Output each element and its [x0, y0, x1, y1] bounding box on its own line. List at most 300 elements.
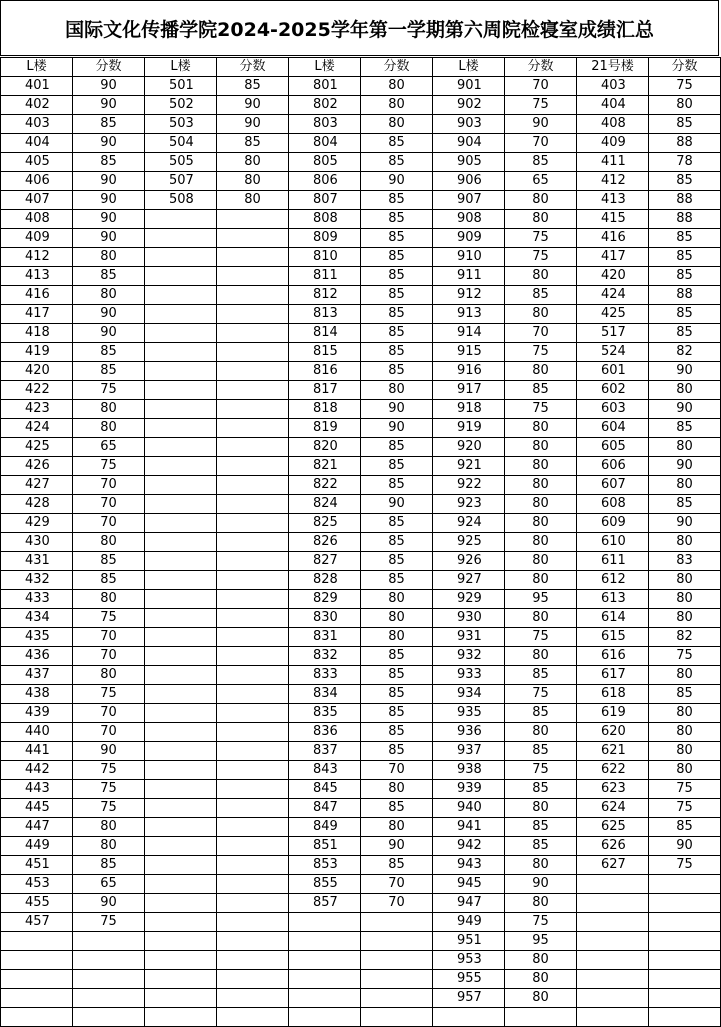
- header-row: [1, 58, 721, 77]
- room-number-cell: [145, 989, 217, 1008]
- column-header-score: 分数: [505, 58, 577, 77]
- score-cell: 85: [361, 210, 433, 229]
- score-cell: 75: [73, 685, 145, 704]
- room-number-cell: 437: [1, 666, 73, 685]
- score-cell: 85: [361, 248, 433, 267]
- room-number-cell: 412: [1, 248, 73, 267]
- room-number-cell: 806: [289, 172, 361, 191]
- score-cell: 80: [505, 533, 577, 552]
- score-cell: 75: [505, 628, 577, 647]
- room-number-cell: 804: [289, 134, 361, 153]
- score-cell: [217, 495, 289, 514]
- score-cell: 90: [73, 324, 145, 343]
- column-header-building: L楼: [289, 58, 361, 77]
- room-number-cell: [145, 229, 217, 248]
- score-cell: 80: [649, 571, 721, 590]
- score-cell: 80: [649, 742, 721, 761]
- score-cell: [217, 533, 289, 552]
- room-number-cell: [145, 913, 217, 932]
- room-number-cell: 937: [433, 742, 505, 761]
- room-number-cell: 451: [1, 856, 73, 875]
- room-number-cell: 910: [433, 248, 505, 267]
- score-cell: 90: [361, 172, 433, 191]
- score-cell: 85: [361, 704, 433, 723]
- score-cell: 85: [649, 229, 721, 248]
- score-cell: 80: [649, 476, 721, 495]
- score-cell: [217, 989, 289, 1008]
- score-cell: [361, 951, 433, 970]
- score-cell: 80: [361, 628, 433, 647]
- room-number-cell: [145, 609, 217, 628]
- room-number-cell: 401: [1, 77, 73, 96]
- score-cell: 75: [505, 761, 577, 780]
- score-cell: 75: [649, 647, 721, 666]
- room-number-cell: 621: [577, 742, 649, 761]
- room-number-cell: 430: [1, 533, 73, 552]
- score-cell: [217, 438, 289, 457]
- score-cell: 80: [505, 894, 577, 913]
- room-number-cell: 923: [433, 495, 505, 514]
- table-row: [1, 609, 721, 628]
- room-number-cell: 619: [577, 704, 649, 723]
- score-cell: 90: [73, 210, 145, 229]
- score-cell: 80: [361, 381, 433, 400]
- table-row: [1, 324, 721, 343]
- score-cell: 75: [505, 343, 577, 362]
- score-cell: 70: [505, 77, 577, 96]
- score-cell: [217, 685, 289, 704]
- room-number-cell: 949: [433, 913, 505, 932]
- room-number-cell: 611: [577, 552, 649, 571]
- room-number-cell: 404: [577, 96, 649, 115]
- score-cell: 85: [505, 381, 577, 400]
- score-cell: 85: [361, 134, 433, 153]
- score-cell: 95: [505, 590, 577, 609]
- room-number-cell: 627: [577, 856, 649, 875]
- score-cell: [217, 362, 289, 381]
- score-cell: [649, 1008, 721, 1027]
- room-number-cell: 622: [577, 761, 649, 780]
- score-cell: 80: [649, 96, 721, 115]
- score-cell: 80: [505, 609, 577, 628]
- room-number-cell: [577, 894, 649, 913]
- room-number-cell: [145, 666, 217, 685]
- score-cell: [649, 989, 721, 1008]
- room-number-cell: [145, 324, 217, 343]
- room-number-cell: 818: [289, 400, 361, 419]
- score-cell: 85: [73, 856, 145, 875]
- room-number-cell: 930: [433, 609, 505, 628]
- room-number-cell: 814: [289, 324, 361, 343]
- room-number-cell: 440: [1, 723, 73, 742]
- table-row: [1, 153, 721, 172]
- score-cell: [217, 571, 289, 590]
- room-number-cell: 447: [1, 818, 73, 837]
- score-cell: 80: [73, 286, 145, 305]
- room-number-cell: [433, 1008, 505, 1027]
- score-cell: 90: [361, 419, 433, 438]
- room-number-cell: 620: [577, 723, 649, 742]
- score-cell: 75: [505, 913, 577, 932]
- table-row: [1, 894, 721, 913]
- score-cell: 85: [361, 552, 433, 571]
- score-cell: 80: [73, 818, 145, 837]
- room-number-cell: [145, 932, 217, 951]
- score-cell: 80: [505, 799, 577, 818]
- score-cell: 80: [73, 248, 145, 267]
- score-cell: 75: [73, 381, 145, 400]
- table-row: [1, 134, 721, 153]
- room-number-cell: 951: [433, 932, 505, 951]
- score-cell: 80: [361, 609, 433, 628]
- column-header-score: 分数: [361, 58, 433, 77]
- room-number-cell: 824: [289, 495, 361, 514]
- table-row: [1, 571, 721, 590]
- room-number-cell: 427: [1, 476, 73, 495]
- score-cell: [73, 1008, 145, 1027]
- score-cell: 85: [73, 153, 145, 172]
- room-number-cell: 940: [433, 799, 505, 818]
- table-row: [1, 666, 721, 685]
- score-cell: 88: [649, 191, 721, 210]
- room-number-cell: 825: [289, 514, 361, 533]
- room-number-cell: 412: [577, 172, 649, 191]
- room-number-cell: 607: [577, 476, 649, 495]
- room-number-cell: 903: [433, 115, 505, 134]
- score-cell: 75: [505, 229, 577, 248]
- room-number-cell: 815: [289, 343, 361, 362]
- table-row: [1, 780, 721, 799]
- room-number-cell: 802: [289, 96, 361, 115]
- room-number-cell: 807: [289, 191, 361, 210]
- room-number-cell: 445: [1, 799, 73, 818]
- table-row: [1, 343, 721, 362]
- score-cell: 80: [649, 761, 721, 780]
- score-cell: 85: [361, 723, 433, 742]
- room-number-cell: 941: [433, 818, 505, 837]
- room-number-cell: 836: [289, 723, 361, 742]
- room-number-cell: [145, 400, 217, 419]
- room-number-cell: [577, 951, 649, 970]
- room-number-cell: 402: [1, 96, 73, 115]
- room-number-cell: 936: [433, 723, 505, 742]
- room-number-cell: 849: [289, 818, 361, 837]
- score-cell: 80: [505, 514, 577, 533]
- room-number-cell: [289, 951, 361, 970]
- room-number-cell: 822: [289, 476, 361, 495]
- score-cell: 90: [217, 96, 289, 115]
- score-cell: [217, 609, 289, 628]
- score-cell: 88: [649, 134, 721, 153]
- room-number-cell: 407: [1, 191, 73, 210]
- table-row: [1, 913, 721, 932]
- table-row: [1, 951, 721, 970]
- room-number-cell: 934: [433, 685, 505, 704]
- room-number-cell: 834: [289, 685, 361, 704]
- score-cell: [73, 970, 145, 989]
- score-cell: [217, 381, 289, 400]
- score-cell: 88: [649, 210, 721, 229]
- table-row: [1, 457, 721, 476]
- room-number-cell: 926: [433, 552, 505, 571]
- score-cell: 80: [361, 115, 433, 134]
- room-number-cell: 609: [577, 514, 649, 533]
- room-number-cell: 624: [577, 799, 649, 818]
- score-cell: 85: [649, 818, 721, 837]
- table-row: [1, 989, 721, 1008]
- score-cell: 90: [361, 495, 433, 514]
- score-cell: [73, 951, 145, 970]
- room-number-cell: [1, 989, 73, 1008]
- room-number-cell: 828: [289, 571, 361, 590]
- score-cell: 80: [361, 780, 433, 799]
- score-cell: [217, 210, 289, 229]
- score-cell: 70: [73, 647, 145, 666]
- room-number-cell: [145, 343, 217, 362]
- score-cell: 85: [649, 115, 721, 134]
- room-number-cell: 517: [577, 324, 649, 343]
- room-number-cell: 927: [433, 571, 505, 590]
- score-cell: [73, 989, 145, 1008]
- room-number-cell: 417: [1, 305, 73, 324]
- score-cell: 70: [73, 476, 145, 495]
- room-number-cell: 439: [1, 704, 73, 723]
- room-number-cell: 955: [433, 970, 505, 989]
- score-cell: 80: [217, 153, 289, 172]
- table-row: [1, 400, 721, 419]
- room-number-cell: 455: [1, 894, 73, 913]
- room-number-cell: 613: [577, 590, 649, 609]
- score-cell: 78: [649, 153, 721, 172]
- table-row: [1, 438, 721, 457]
- score-cell: 80: [505, 362, 577, 381]
- score-cell: 85: [361, 229, 433, 248]
- score-cell: 90: [649, 362, 721, 381]
- score-cell: 80: [505, 552, 577, 571]
- score-cell: 85: [73, 552, 145, 571]
- score-cell: 70: [361, 761, 433, 780]
- score-cell: [649, 913, 721, 932]
- room-number-cell: 413: [1, 267, 73, 286]
- score-cell: [505, 1008, 577, 1027]
- room-number-cell: [145, 685, 217, 704]
- score-cell: 90: [73, 172, 145, 191]
- room-number-cell: [145, 818, 217, 837]
- room-number-cell: [1, 970, 73, 989]
- score-cell: 75: [505, 96, 577, 115]
- score-cell: 85: [361, 191, 433, 210]
- room-number-cell: 947: [433, 894, 505, 913]
- room-number-cell: 453: [1, 875, 73, 894]
- table-row: [1, 210, 721, 229]
- room-number-cell: [145, 799, 217, 818]
- room-number-cell: 426: [1, 457, 73, 476]
- room-number-cell: 615: [577, 628, 649, 647]
- room-number-cell: 843: [289, 761, 361, 780]
- room-number-cell: [145, 248, 217, 267]
- score-cell: 80: [505, 495, 577, 514]
- score-cell: [361, 1008, 433, 1027]
- room-number-cell: 902: [433, 96, 505, 115]
- score-cell: [217, 894, 289, 913]
- score-cell: 70: [73, 514, 145, 533]
- table-row: [1, 628, 721, 647]
- room-number-cell: 503: [145, 115, 217, 134]
- score-cell: 90: [649, 514, 721, 533]
- score-cell: [217, 229, 289, 248]
- score-cell: 80: [505, 476, 577, 495]
- room-number-cell: 921: [433, 457, 505, 476]
- score-cell: [217, 932, 289, 951]
- score-cell: [649, 932, 721, 951]
- score-cell: 80: [505, 856, 577, 875]
- room-number-cell: 449: [1, 837, 73, 856]
- room-number-cell: 435: [1, 628, 73, 647]
- score-cell: 80: [505, 305, 577, 324]
- table-row: [1, 932, 721, 951]
- score-cell: [217, 267, 289, 286]
- room-number-cell: 524: [577, 343, 649, 362]
- room-number-cell: 817: [289, 381, 361, 400]
- score-cell: 80: [217, 172, 289, 191]
- room-number-cell: [289, 989, 361, 1008]
- score-cell: [217, 419, 289, 438]
- score-cell: 80: [361, 590, 433, 609]
- room-number-cell: 812: [289, 286, 361, 305]
- room-number-cell: 901: [433, 77, 505, 96]
- table-row: [1, 1008, 721, 1027]
- room-number-cell: 835: [289, 704, 361, 723]
- score-cell: 90: [73, 894, 145, 913]
- column-header-building: L楼: [433, 58, 505, 77]
- room-number-cell: 428: [1, 495, 73, 514]
- room-number-cell: 933: [433, 666, 505, 685]
- table-row: [1, 514, 721, 533]
- room-number-cell: 603: [577, 400, 649, 419]
- room-number-cell: 829: [289, 590, 361, 609]
- score-cell: 90: [73, 96, 145, 115]
- room-number-cell: 606: [577, 457, 649, 476]
- score-cell: 85: [73, 115, 145, 134]
- score-cell: 85: [649, 685, 721, 704]
- room-number-cell: [145, 476, 217, 495]
- score-cell: [217, 666, 289, 685]
- score-cell: 82: [649, 343, 721, 362]
- score-cell: 80: [505, 191, 577, 210]
- room-number-cell: [145, 590, 217, 609]
- score-cell: 75: [649, 856, 721, 875]
- column-header-score: 分数: [649, 58, 721, 77]
- score-cell: 70: [505, 134, 577, 153]
- score-cell: 85: [361, 438, 433, 457]
- table-row: [1, 970, 721, 989]
- score-cell: 90: [217, 115, 289, 134]
- table-row: [1, 77, 721, 96]
- room-number-cell: 429: [1, 514, 73, 533]
- score-cell: 80: [505, 457, 577, 476]
- room-number-cell: [145, 267, 217, 286]
- room-number-cell: 845: [289, 780, 361, 799]
- room-number-cell: [1, 1008, 73, 1027]
- room-number-cell: 617: [577, 666, 649, 685]
- score-cell: 80: [649, 438, 721, 457]
- room-number-cell: [145, 571, 217, 590]
- score-cell: [217, 761, 289, 780]
- room-number-cell: 616: [577, 647, 649, 666]
- score-cell: 85: [217, 77, 289, 96]
- room-number-cell: [1, 951, 73, 970]
- score-cell: 70: [73, 628, 145, 647]
- room-number-cell: 938: [433, 761, 505, 780]
- room-number-cell: [145, 742, 217, 761]
- score-cell: 90: [505, 875, 577, 894]
- room-number-cell: 409: [1, 229, 73, 248]
- room-number-cell: [145, 495, 217, 514]
- score-cell: [217, 837, 289, 856]
- room-number-cell: 916: [433, 362, 505, 381]
- room-number-cell: 505: [145, 153, 217, 172]
- table-row: [1, 419, 721, 438]
- score-cell: [217, 324, 289, 343]
- score-cell: 80: [361, 96, 433, 115]
- table-row: [1, 96, 721, 115]
- sheet-title: 国际文化传播学院2024-2025学年第一学期第六周院检寝室成绩汇总: [0, 0, 719, 56]
- room-number-cell: 945: [433, 875, 505, 894]
- score-cell: 90: [73, 134, 145, 153]
- room-number-cell: [145, 438, 217, 457]
- score-cell: [217, 400, 289, 419]
- room-number-cell: [145, 533, 217, 552]
- room-number-cell: 909: [433, 229, 505, 248]
- table-row: [1, 533, 721, 552]
- score-table: [0, 57, 721, 1027]
- table-row: [1, 856, 721, 875]
- room-number-cell: 413: [577, 191, 649, 210]
- score-cell: 85: [505, 286, 577, 305]
- score-cell: [217, 305, 289, 324]
- room-number-cell: 857: [289, 894, 361, 913]
- score-cell: 75: [73, 780, 145, 799]
- room-number-cell: 831: [289, 628, 361, 647]
- score-cell: [217, 875, 289, 894]
- room-number-cell: [145, 381, 217, 400]
- room-number-cell: [577, 932, 649, 951]
- score-cell: 85: [649, 305, 721, 324]
- score-cell: [217, 457, 289, 476]
- score-cell: 85: [361, 514, 433, 533]
- score-cell: 70: [73, 704, 145, 723]
- score-cell: 80: [649, 723, 721, 742]
- score-cell: 70: [505, 324, 577, 343]
- room-number-cell: 601: [577, 362, 649, 381]
- table-row: [1, 742, 721, 761]
- score-cell: 85: [649, 267, 721, 286]
- score-cell: 90: [73, 77, 145, 96]
- score-cell: 85: [73, 571, 145, 590]
- score-cell: 80: [73, 666, 145, 685]
- room-number-cell: 422: [1, 381, 73, 400]
- score-cell: 75: [505, 685, 577, 704]
- room-number-cell: 837: [289, 742, 361, 761]
- table-row: [1, 381, 721, 400]
- score-cell: 80: [649, 609, 721, 628]
- room-number-cell: 416: [577, 229, 649, 248]
- room-number-cell: 610: [577, 533, 649, 552]
- room-number-cell: 801: [289, 77, 361, 96]
- score-cell: [217, 818, 289, 837]
- score-cell: 85: [505, 742, 577, 761]
- score-cell: 75: [73, 761, 145, 780]
